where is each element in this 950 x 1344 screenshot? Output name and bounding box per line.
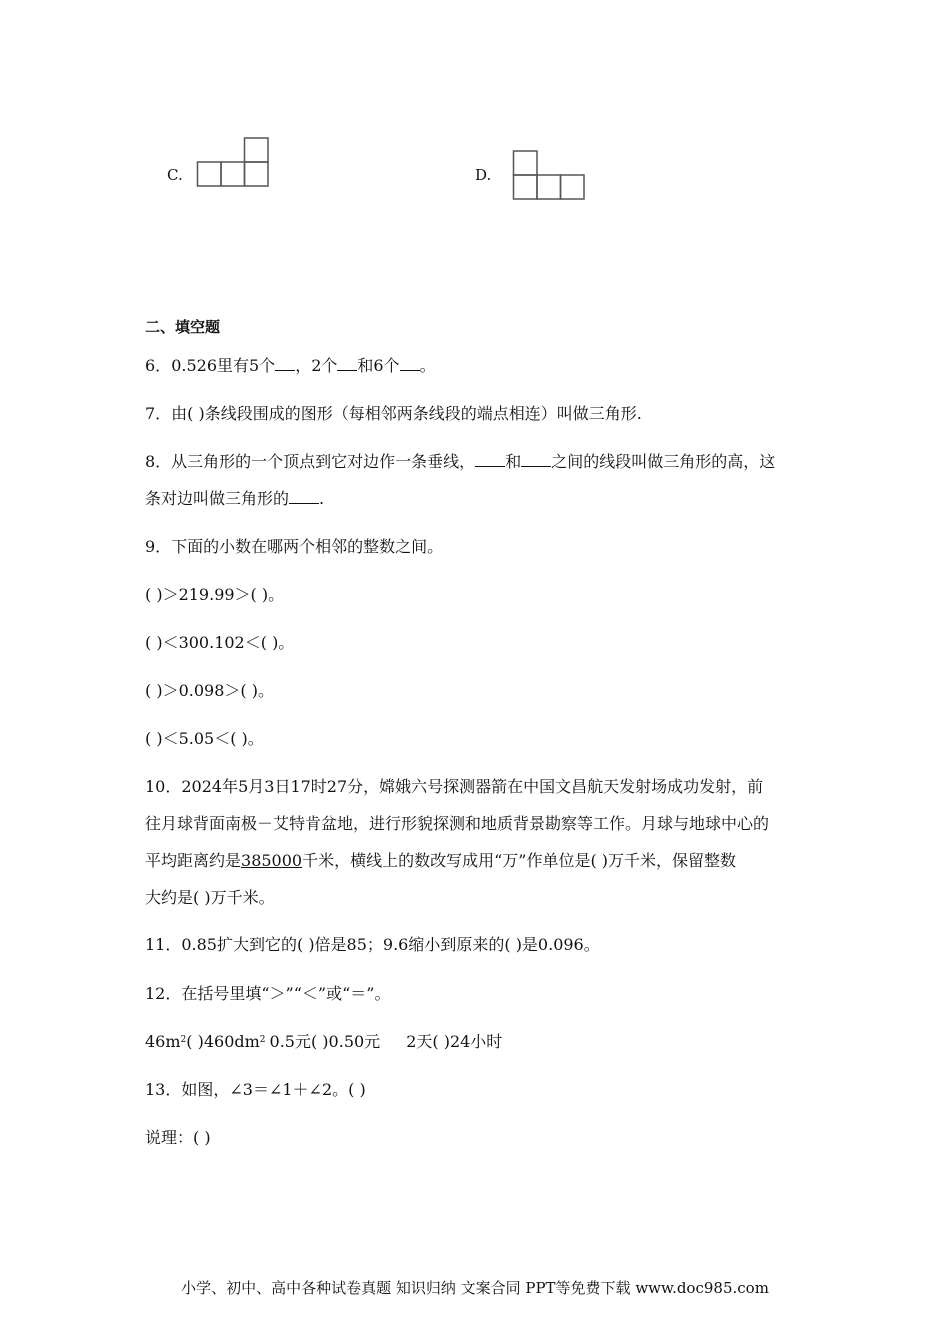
option-d-net-figure bbox=[512, 150, 588, 202]
q6-text-b: ，2个 bbox=[295, 356, 338, 375]
q6-blank-2[interactable] bbox=[337, 356, 357, 371]
question-10-line-1: 10．2024年5月3日17时27分，嫦娥六号探测器箭在中国文昌航天发射场成功发射，前 bbox=[145, 777, 764, 796]
section-title: 二、填空题 bbox=[145, 318, 221, 336]
q10-text-a: 平均距离约是 bbox=[145, 851, 242, 870]
question-9-row: ( )＞219.99＞( )。 bbox=[145, 585, 285, 604]
option-c-net-figure bbox=[196, 137, 272, 189]
q8-blank-2[interactable] bbox=[521, 452, 551, 467]
q12-item-1-b: ( )460dm bbox=[186, 1032, 260, 1051]
page-footer: 小学、初中、高中各种试卷真题 知识归纳 文案合同 PPT等免费下载 www.doc985.com bbox=[181, 1279, 769, 1297]
q6-number: 6． bbox=[145, 356, 172, 375]
question-11: 11．0.85扩大到它的( )倍是85；9.6缩小到原来的( )是0.096。 bbox=[145, 935, 600, 954]
q8-blank-1[interactable] bbox=[475, 452, 505, 467]
q12-item-3: 2天( )24小时 bbox=[406, 1032, 503, 1051]
q12-item-1-sup: 2 bbox=[180, 1035, 187, 1045]
q6-text-a: 0.526里有5个 bbox=[171, 356, 276, 375]
q6-blank-3[interactable] bbox=[400, 356, 420, 371]
option-c-label: C. bbox=[167, 166, 183, 184]
question-10-line-2: 往月球背面南极－艾特肯盆地，进行形貌探测和地质背景勘察等工作。月球与地球中心的 bbox=[145, 814, 770, 833]
question-12-title: 12．在括号里填“＞”“＜”或“＝”。 bbox=[145, 984, 391, 1003]
question-10-line-4: 大约是( )万千米。 bbox=[145, 888, 275, 907]
question-13: 13．如图，∠3＝∠1＋∠2。( ) bbox=[145, 1080, 366, 1099]
question-8-line-1 bbox=[145, 451, 775, 473]
q8-text-b: 和 bbox=[505, 452, 522, 471]
question-9-row: ( )＜300.102＜( )。 bbox=[145, 633, 295, 652]
q8-text-e: . bbox=[319, 489, 325, 508]
question-7: 7．由( )条线段围成的图形（每相邻两条线段的端点相连）叫做三角形. bbox=[145, 404, 642, 423]
q6-blank-1[interactable] bbox=[275, 356, 295, 371]
question-8-line-2 bbox=[145, 488, 324, 510]
q6-text-d: 。 bbox=[419, 356, 436, 375]
q8-text-c: 之间的线段叫做三角形的高，这 bbox=[551, 452, 776, 471]
q8-text-a: 8．从三角形的一个顶点到它对边作一条垂线， bbox=[145, 452, 476, 471]
q12-item-1-sup2: 2 bbox=[259, 1035, 266, 1045]
question-9-row: ( )＜5.05＜( )。 bbox=[145, 729, 264, 748]
question-10-line-3 bbox=[145, 850, 736, 872]
question-12-items bbox=[145, 1031, 502, 1053]
q6-text-c: 和6个 bbox=[357, 356, 400, 375]
q10-underlined-number: 385000 bbox=[241, 851, 303, 870]
q10-text-b: 千米，横线上的数改写成用“万”作单位是( )万千米，保留整数 bbox=[302, 851, 737, 870]
question-13-reason: 说理：( ) bbox=[145, 1128, 211, 1147]
q8-text-d: 条对边叫做三角形的 bbox=[145, 489, 290, 508]
option-d-label: D. bbox=[475, 166, 492, 184]
question-9-row: ( )＞0.098＞( )。 bbox=[145, 681, 274, 700]
q12-item-1-a: 46m bbox=[145, 1032, 181, 1051]
question-6 bbox=[145, 355, 436, 377]
q8-blank-3[interactable] bbox=[289, 489, 319, 504]
q12-item-2: 0.5元( )0.50元 bbox=[269, 1032, 381, 1051]
question-9-title: 9．下面的小数在哪两个相邻的整数之间。 bbox=[145, 537, 444, 556]
